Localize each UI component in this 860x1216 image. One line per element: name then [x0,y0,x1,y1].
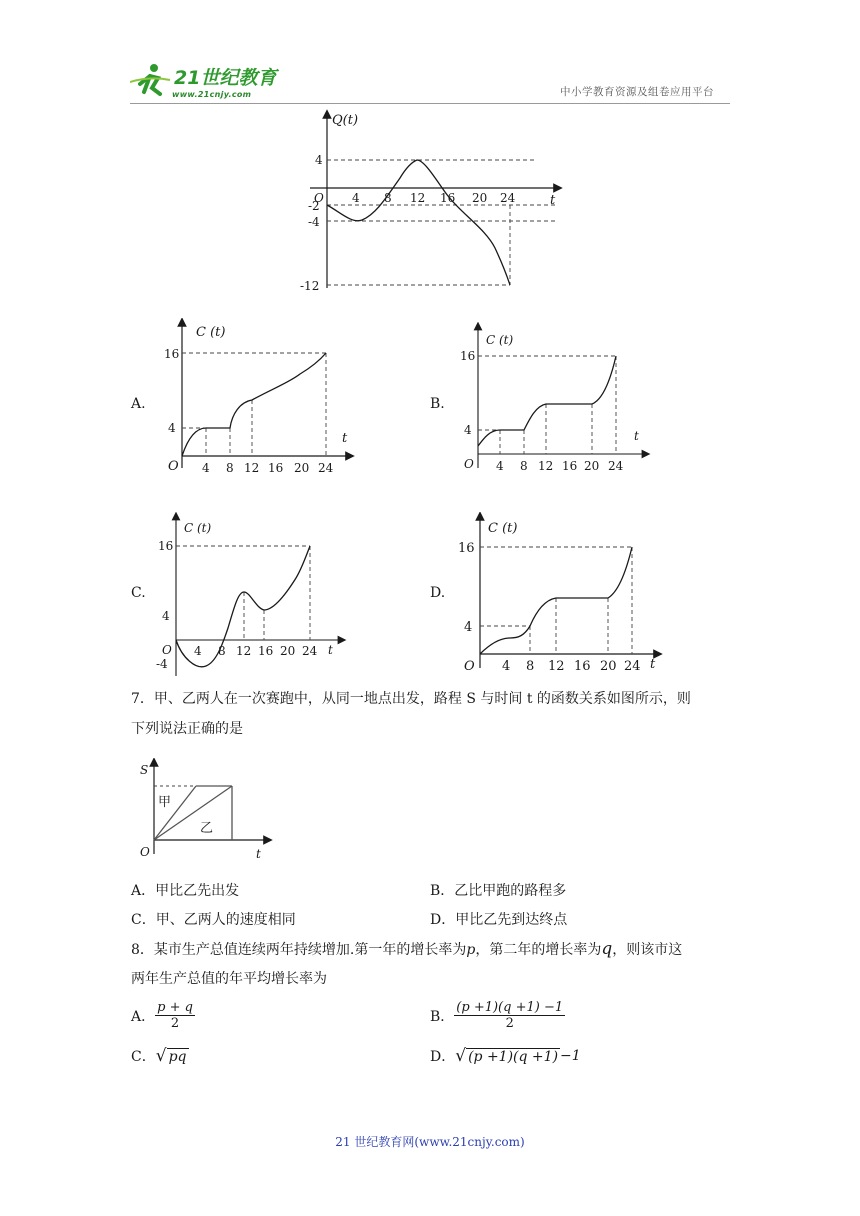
q8-option-d-tail: −1 [560,1048,581,1064]
x-tick: 12 [548,659,565,674]
origin-label: O [162,643,172,657]
fraction-denominator: 2 [505,1016,514,1031]
origin-label: O [464,457,474,471]
q8-text-part3: ，则该市这 [612,942,683,958]
q7-text-line1: 7．甲、乙两人在一次赛跑中，从同一地点出发，路程 S 与时间 t 的函数关系如图所示，则 [131,691,691,707]
x-tick: 20 [280,644,296,658]
y-axis-label: Q(t) [332,113,359,128]
x-tick: 20 [472,191,488,205]
y-tick: 16 [460,349,476,363]
q8-option-a-label: A． [131,1008,156,1025]
x-tick: 4 [194,644,202,658]
fraction-denominator: 2 [170,1016,180,1031]
y-axis-label: C (t) [196,325,226,340]
x-tick: 20 [600,659,617,674]
origin-label: O [140,845,150,859]
q7-option-c[interactable]: C．甲、乙两人的速度相同 [131,912,296,928]
x-tick: 8 [526,659,535,674]
x-tick: 20 [584,459,600,473]
c-curve [478,356,616,446]
x-tick: 24 [302,644,318,658]
runner-icon [130,64,170,94]
y-axis-label: C (t) [184,521,212,535]
option-d-graph[interactable] [456,512,666,678]
y-tick: 4 [464,423,472,437]
x-tick: 12 [538,459,554,473]
y-tick: 4 [464,620,473,635]
option-a-graph[interactable] [160,318,360,478]
label-jia: 甲 [158,795,172,810]
x-tick: 8 [218,644,226,658]
y-tick: 4 [162,609,170,623]
x-axis-label: t [256,847,261,860]
x-axis-label: t [328,643,333,657]
option-d-letter[interactable]: D. [430,585,446,601]
x-tick: 8 [226,461,234,475]
x-tick: 16 [268,461,284,475]
y-tick: -2 [308,199,320,213]
y-tick: -4 [308,215,320,229]
q8-option-b[interactable] [430,1000,565,1031]
x-tick-labels [352,191,516,205]
q8-option-b-fraction [454,1000,565,1031]
c-curve [182,353,326,456]
q8-option-a[interactable] [131,1000,195,1031]
sqrt-icon: √ [155,1046,167,1066]
option-c-graph[interactable] [156,512,356,678]
q7-graph [134,758,274,860]
q8-text-part2: ，第二年的增长率为 [475,942,602,958]
origin-label: O [464,659,475,674]
brand-text: 21世纪教育 [174,67,277,89]
y-tick-labels [300,153,323,293]
q8-option-c-label: C． [131,1049,156,1065]
q-curve [327,160,510,285]
q7-option-b[interactable]: B．乙比甲跑的路程多 [430,883,567,899]
q8-option-c-radicand: pq [168,1048,187,1065]
label-yi: 乙 [200,821,214,836]
x-tick: 4 [352,191,360,205]
y-axis-label: C (t) [488,521,518,536]
x-axis-label: t [342,431,348,446]
y-tick: 4 [168,421,176,435]
x-tick: 12 [410,191,426,205]
option-c-letter[interactable]: C. [131,585,146,601]
x-tick: 16 [574,659,591,674]
q8-text-line1 [131,934,682,965]
y-tick: 16 [458,541,475,556]
fraction-numerator: (p +1)(q +1) −1 [456,1000,564,1015]
q8-text-part1: 8．某市生产总值连续两年持续增加.第一年的增长率为 [131,942,467,958]
y-tick: 4 [315,153,323,167]
q8-var-p: p [466,942,476,958]
x-tick: 12 [236,644,252,658]
y-tick: 16 [164,347,180,361]
x-tick: 16 [440,191,456,205]
option-b-letter[interactable]: B. [430,396,445,412]
main-q-graph [300,108,570,298]
y-axis-label: C (t) [486,333,514,347]
sqrt-icon: √ [455,1046,467,1066]
x-axis-label: t [650,657,656,672]
x-tick: 16 [258,644,274,658]
x-tick: 4 [502,659,511,674]
x-tick: 20 [294,461,310,475]
x-tick: 12 [244,461,260,475]
q8-option-d-label: D． [430,1049,456,1065]
origin-label: O [168,459,179,474]
q8-option-d[interactable] [430,1046,581,1066]
q8-option-d-radicand: (p +1)(q +1) [468,1048,559,1065]
fraction-numerator: p + q [157,1000,193,1015]
q7-option-d[interactable]: D．甲比乙先到达终点 [430,912,568,928]
x-tick: 24 [608,459,624,473]
page-footer[interactable]: 21 世纪教育网(www.21cnjy.com) [335,1135,525,1149]
x-tick: 8 [520,459,528,473]
q8-option-a-fraction [155,1000,195,1031]
x-axis-label: t [550,193,556,208]
origin-label: O [314,191,324,205]
q7-option-a[interactable]: A．甲比乙先出发 [131,883,240,899]
y-axis-label: S [140,763,149,777]
header-platform-text: 中小学教育资源及组卷应用平台 [560,86,714,98]
q8-option-c[interactable] [131,1046,189,1066]
option-a-letter[interactable]: A. [131,396,146,412]
q7-text-line2: 下列说法正确的是 [131,721,243,737]
x-tick: 8 [384,191,392,205]
y-tick: -4 [156,657,168,671]
x-tick: 16 [562,459,578,473]
q8-option-b-label: B． [430,1008,455,1025]
q8-text-line2: 两年生产总值的年平均增长率为 [131,971,327,987]
x-axis-label: t [634,429,639,443]
x-tick: 24 [624,659,641,674]
x-tick: 24 [500,191,516,205]
x-tick: 4 [202,461,210,475]
x-tick: 4 [496,459,504,473]
brand-url: www.21cnjy.com [172,90,252,99]
y-tick: 16 [158,539,174,553]
y-tick: -12 [300,279,320,293]
x-tick: 24 [318,461,334,475]
header-divider [130,103,730,104]
option-b-graph[interactable] [456,322,656,478]
q8-var-q: q [601,939,613,959]
